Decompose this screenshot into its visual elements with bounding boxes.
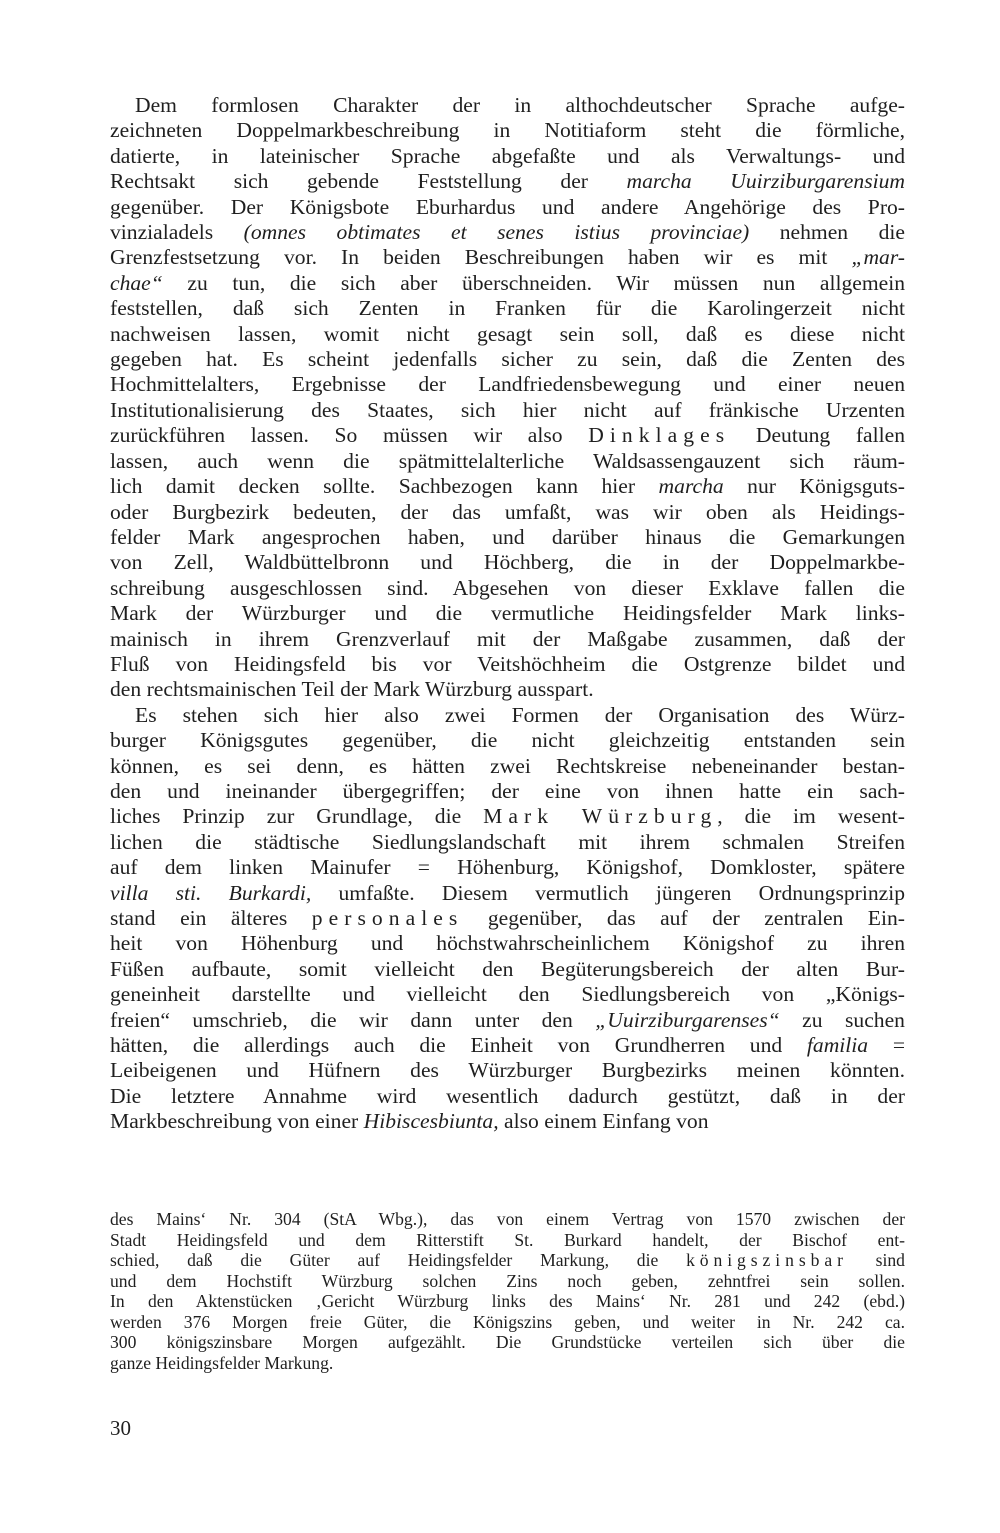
- text-line: mainisch in ihrem Grenzverlauf mit der Maßgabe zusammen, daß der: [110, 626, 905, 651]
- text-line: schied, daß die Güter auf Heidingsfelder Markung, die königszinsbar sind: [110, 1250, 905, 1270]
- text-line: In den Aktenstücken ‚Gericht Würzburg links des Mains‘ Nr. 281 und 242 (ebd.): [110, 1291, 905, 1311]
- text-line: nachweisen lassen, womit nicht gesagt sein soll, daß es diese nicht: [110, 321, 905, 346]
- text-line: heit von Höhenburg und höchstwahrscheinlichem Königshof zu ihren: [110, 931, 905, 956]
- text-line: Grenzfestsetzung vor. In beiden Beschreibungen haben wir es mit „mar-: [110, 245, 905, 270]
- text-line: datierte, in lateinischer Sprache abgefaßte und als Verwaltungs- und: [110, 143, 905, 168]
- text-line: zurückführen lassen. So müssen wir also Dinklages Deutung fallen: [110, 423, 905, 448]
- text-line: lassen, auch wenn die spätmittelalterliche Waldsassengauzent sich räum-: [110, 448, 905, 473]
- text-line: villa sti. Burkardi, umfaßte. Diesem vermutlich jüngeren Ordnungsprinzip: [110, 880, 906, 905]
- text-line: des Mains‘ Nr. 304 (StA Wbg.), das von einem Vertrag von 1570 zwischen der: [110, 1209, 905, 1229]
- text-line: chae“ zu tun, die sich aber überschneiden. Wir müssen nun allgemein: [110, 270, 905, 295]
- text-line: oder Burgbezirk bedeuten, der das umfaßt, was wir oben als Heidings-: [110, 499, 905, 524]
- text-line: Hochmittelalters, Ergebnisse der Landfriedensbewegung und einer neuen: [110, 372, 905, 397]
- text-line: felder Mark angesprochen haben, und darüber hinaus die Gemarkungen: [110, 524, 905, 549]
- page-number: 30: [110, 1416, 131, 1440]
- text-line: werden 376 Morgen freie Güter, die Königszins geben, und weiter in Nr. 242 ca.: [110, 1311, 905, 1332]
- text-line: zeichneten Doppelmarkbeschreibung in Notitiaform steht die förmliche,: [110, 118, 905, 143]
- text-line: von Zell, Waldbüttelbronn und Höchberg, die in der Doppelmarkbe-: [110, 550, 905, 575]
- text-line: den rechtsmainischen Teil der Mark Würzburg ausspart.: [110, 677, 594, 702]
- text-line: auf dem linken Mainufer = Höhenburg, Königshof, Domkloster, spätere: [110, 855, 905, 880]
- text-line: hätten, die allerdings auch die Einheit von Grundherren und familia =: [110, 1033, 906, 1058]
- text-line: vinzialadels (omnes obtimates et senes istius provinciae) nehmen die: [110, 220, 905, 245]
- text-line: lichen die städtische Siedlungslandschaft mit ihrem schmalen Streifen: [110, 829, 905, 854]
- text-line: gegenüber. Der Königsbote Eburhardus und andere Angehörige des Pro-: [110, 194, 905, 219]
- text-line: Leibeigenen und Hüfnern des Würzburger Burgbezirks meinen könnten.: [110, 1058, 905, 1083]
- paragraph-2: [110, 703, 905, 1135]
- text-line: geneinheit darstellte und vielleicht den Siedlungsbereich von „Königs-: [110, 982, 905, 1007]
- text-line: Füßen aufbaute, somit vielleicht den Begüterungsbereich der alten Bur-: [110, 956, 905, 981]
- text-line: können, es sei denn, es hätten zwei Rechtskreise nebeneinander bestan-: [110, 753, 905, 778]
- text-line: liches Prinzip zur Grundlage, die Mark Würzburg, die im wesent-: [110, 804, 905, 829]
- text-line: Markbeschreibung von einer Hibiscesbiunta, also einem Einfang von: [110, 1109, 709, 1134]
- text-line: lich damit decken sollte. Sachbezogen kann hier marcha nur Königsguts-: [110, 474, 905, 499]
- text-line: Die letztere Annahme wird wesentlich dadurch gestützt, daß in der: [110, 1083, 905, 1108]
- text-line: und dem Hochstift Würzburg solchen Zins noch geben, zehntfrei sein sollen.: [110, 1270, 905, 1291]
- text-line: schreibung ausgeschlossen sind. Abgesehen von dieser Exklave fallen die: [110, 575, 905, 600]
- text-line: Mark der Würzburger und die vermutliche Heidingsfelder Mark links-: [110, 601, 905, 626]
- text-line: Dem formlosen Charakter der in althochdeutscher Sprache aufge-: [135, 93, 905, 117]
- text-line: feststellen, daß sich Zenten in Franken für die Karolingerzeit nicht: [110, 296, 905, 321]
- text-line: den und ineinander übergegriffen; der eine von ihnen hatte ein sach-: [110, 778, 905, 803]
- text-line: ganze Heidingsfelder Markung.: [110, 1352, 334, 1373]
- text-line: Institutionalisierung des Staates, sich hier nicht auf fränkische Urzenten: [110, 397, 905, 422]
- text-line: burger Königsgutes gegenüber, die nicht gleichzeitig entstanden sein: [110, 728, 905, 753]
- text-line: Stadt Heidingsfeld und dem Ritterstift St. Burkard handelt, der Bischof ent-: [110, 1229, 905, 1250]
- text-line: Fluß von Heidingsfeld bis vor Veitshöchheim die Ostgrenze bildet und: [110, 651, 905, 676]
- main-text: [110, 93, 905, 1135]
- text-line: freien“ umschrieb, die wir dann unter den „Uuirziburgarenses“ zu suchen: [110, 1007, 905, 1032]
- text-line: gegeben hat. Es scheint jedenfalls sicher zu sein, daß die Zenten des: [110, 347, 905, 372]
- text-line: 300 königszinsbare Morgen aufgezählt. Die Grundstücke verteilen sich über die: [110, 1332, 905, 1352]
- footnote: [110, 1209, 905, 1373]
- text-line: stand ein älteres personales gegenüber, das auf der zentralen Ein-: [110, 906, 905, 930]
- text-line: Es stehen sich hier also zwei Formen der Organisation des Würz-: [135, 702, 905, 727]
- paragraph-1: [110, 93, 905, 703]
- text-line: Rechtsakt sich gebende Feststellung der marcha Uuirziburgarensium: [110, 169, 905, 194]
